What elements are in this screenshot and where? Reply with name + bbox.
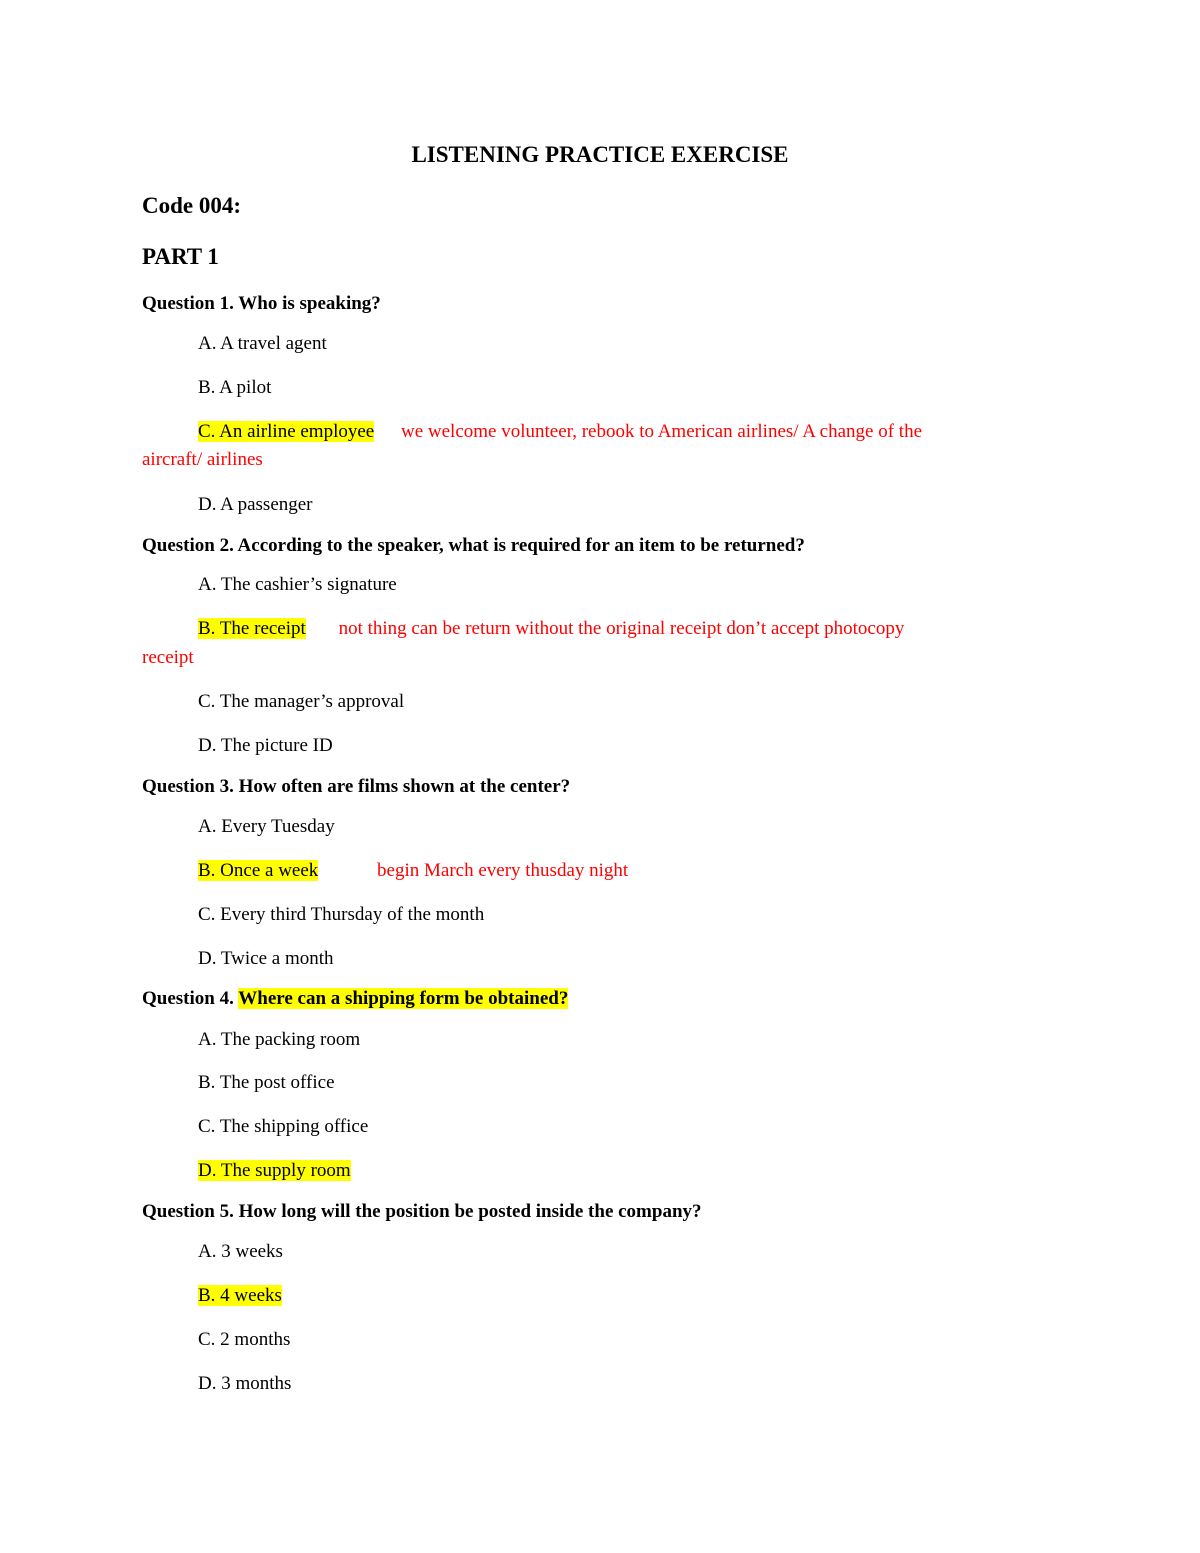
q3-option-b: B. Once a week [198,860,319,881]
question-3: Question 3. How often are films shown at the center? [142,776,571,797]
q1-option-b: B. A pilot [198,377,272,398]
q2-option-a: A. The cashier’s signature [198,574,397,595]
question-2: Question 2. According to the speaker, what is required for an item to be returned? [142,535,805,556]
q2-option-b: B. The receipt [198,618,306,639]
q2-option-b-row [198,618,904,640]
q1-option-d: D. A passenger [198,494,313,515]
question-5: Question 5. How long will the position be posted inside the company? [142,1201,702,1222]
q3-option-b-row [198,860,628,882]
question-4-text: Where can a shipping form be obtained? [238,988,569,1009]
code-heading: Code 004: [142,193,242,218]
q2-option-d: D. The picture ID [198,735,333,756]
document-title: LISTENING PRACTICE EXERCISE [411,142,789,167]
q2-option-c: C. The manager’s approval [198,691,405,712]
q5-option-a: A. 3 weeks [198,1241,283,1262]
q5-option-c: C. 2 months [198,1329,291,1350]
question-4 [142,988,568,1010]
q4-option-d: D. The supply room [198,1160,351,1181]
q3-option-d: D. Twice a month [198,948,334,969]
q3-answer-note: begin March every thusday night [377,860,629,881]
q4-option-a: A. The packing room [198,1029,361,1050]
q4-option-d-row [198,1160,351,1182]
q2-answer-note: not thing can be return without the original receipt don’t accept photocopy [338,618,905,639]
q5-option-d: D. 3 months [198,1373,292,1394]
q3-option-a: A. Every Tuesday [198,816,335,837]
q4-option-b: B. The post office [198,1072,335,1093]
q1-answer-note: we welcome volunteer, rebook to American airlines/ A change of the [400,421,923,442]
part-heading: PART 1 [142,244,219,269]
q1-option-c: C. An airline employee [198,421,375,442]
question-4-label: Question 4. [142,988,234,1009]
q1-option-c-row [198,421,922,443]
q4-option-c: C. The shipping office [198,1116,369,1137]
question-1: Question 1. Who is speaking? [142,293,381,314]
q2-answer-note-continued: receipt [142,647,194,668]
q1-option-a: A. A travel agent [198,333,327,354]
q5-option-b-row [198,1285,282,1307]
q1-answer-note-continued: aircraft/ airlines [142,449,263,470]
q5-option-b: B. 4 weeks [198,1285,282,1306]
q3-option-c: C. Every third Thursday of the month [198,904,485,925]
